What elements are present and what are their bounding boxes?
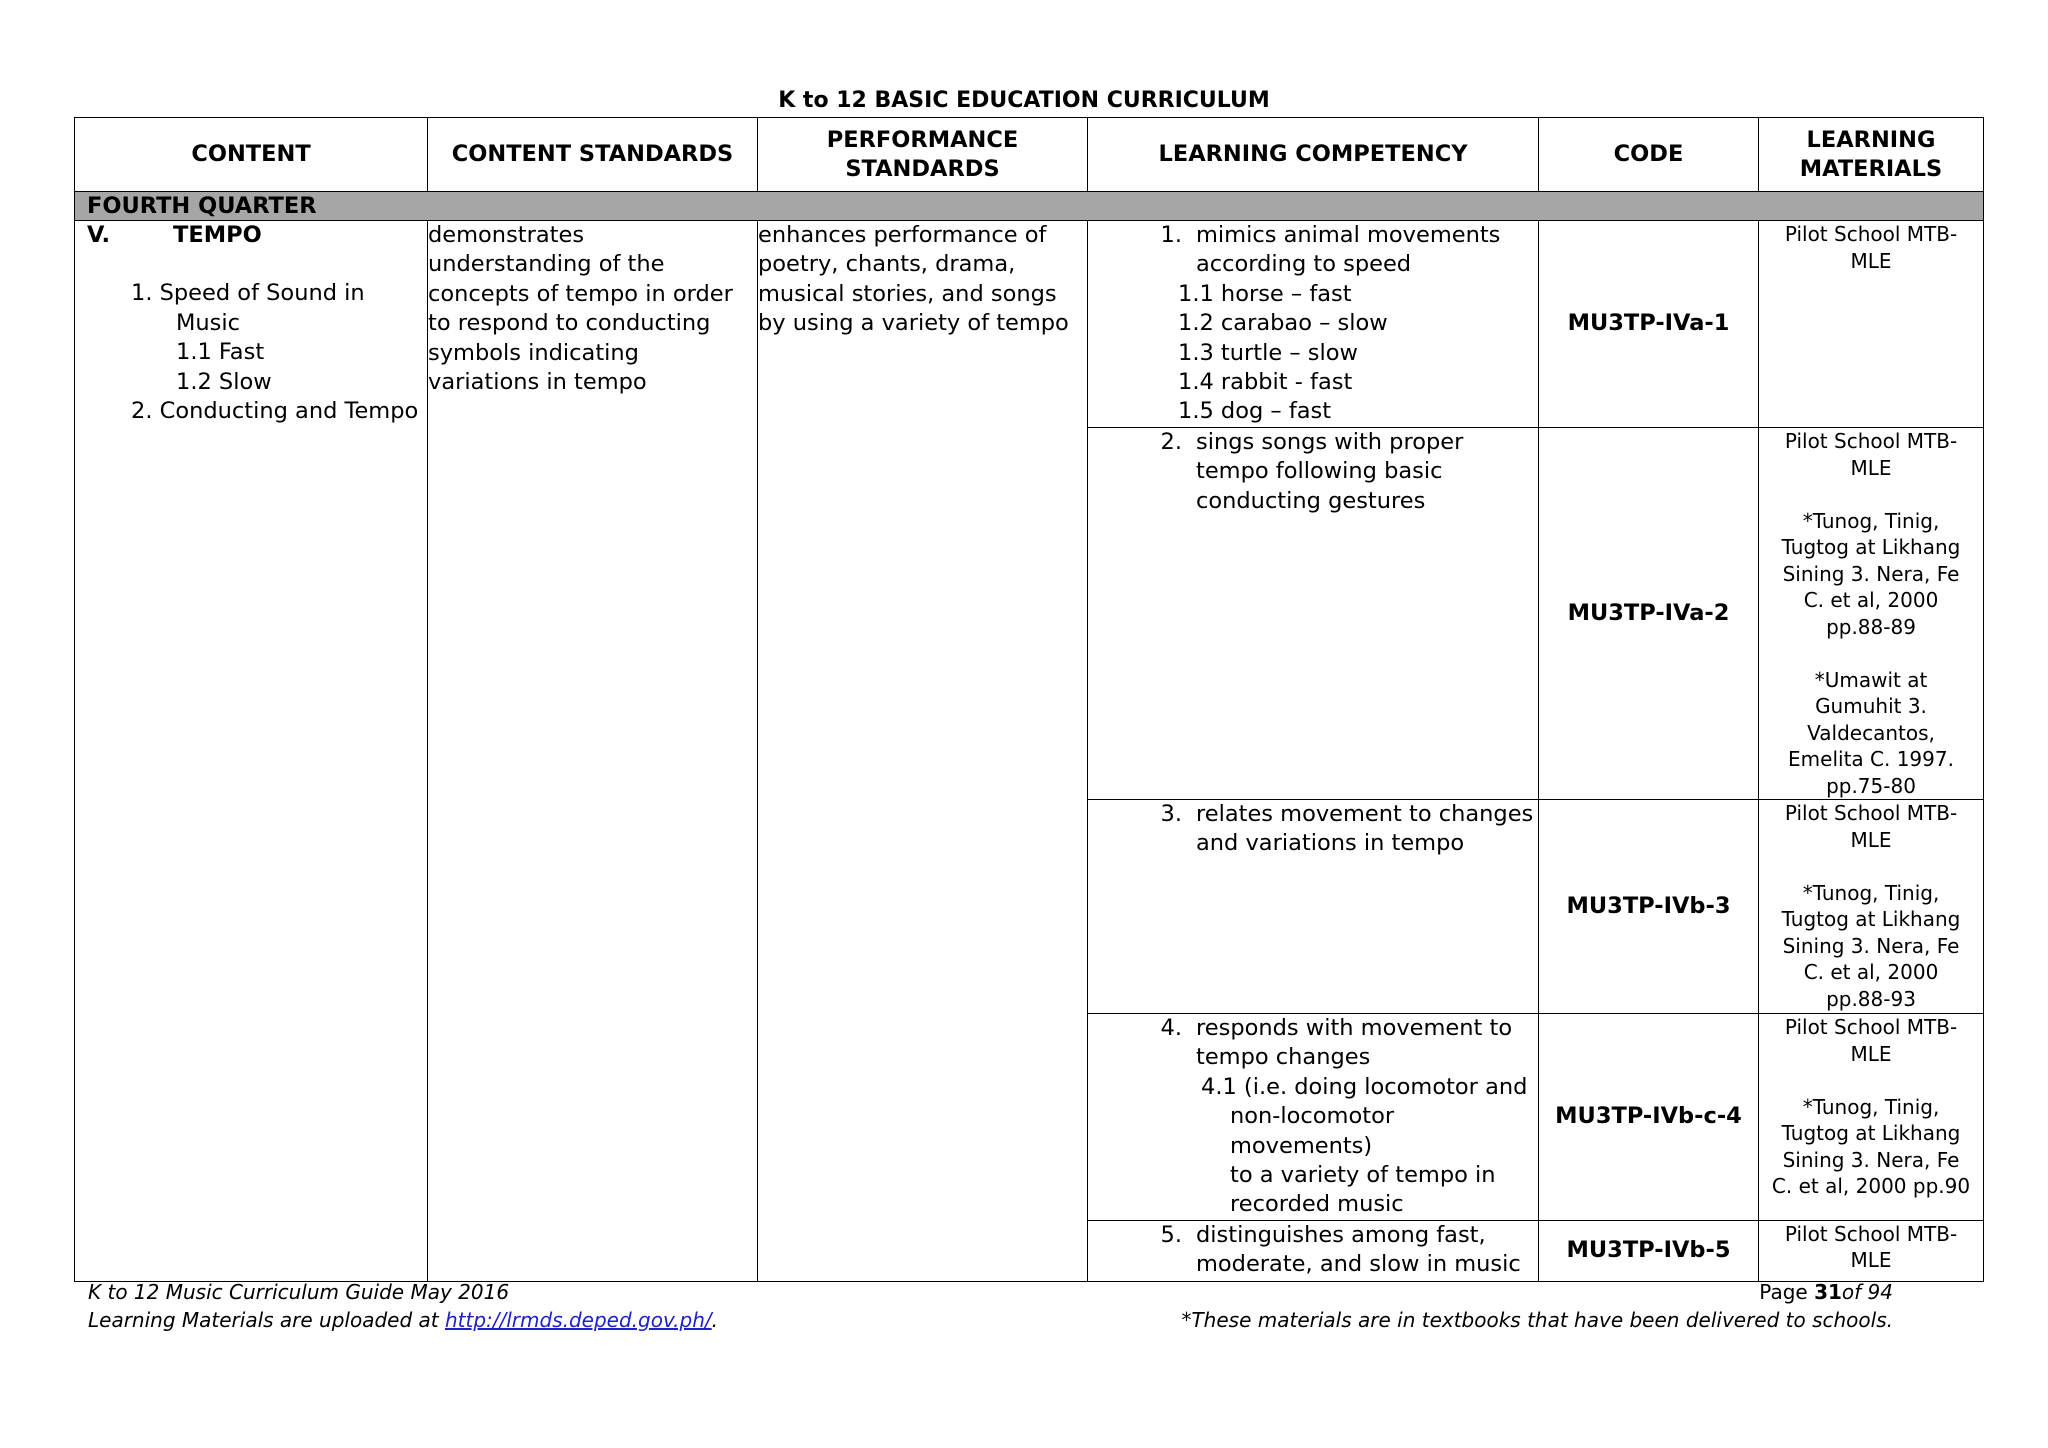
competency-text: tempo changes <box>1196 1044 1371 1071</box>
header-performance-line2: STANDARDS <box>845 155 1000 182</box>
material-line: *Tunog, Tinig, <box>1802 1094 1940 1119</box>
header-code: CODE <box>1539 118 1759 192</box>
content-standards-line: understanding of the <box>428 251 665 278</box>
footer-upload-suffix: . <box>711 1308 719 1332</box>
header-content-standards: CONTENT STANDARDS <box>428 118 758 192</box>
competency-number: 1. <box>1160 222 1182 248</box>
quarter-label: FOURTH QUARTER <box>75 192 1984 221</box>
header-learning-competency: LEARNING COMPETENCY <box>1088 118 1539 192</box>
footer-guide: K to 12 Music Curriculum Guide May 2016 <box>88 1280 510 1304</box>
header-content: CONTENT <box>75 118 428 192</box>
competency-subitem: 1.5 dog – fast <box>1178 398 1332 425</box>
quarter-row <box>75 192 1984 221</box>
material-line: Pilot School MTB- <box>1784 1221 1958 1246</box>
learning-materials-cell <box>1759 800 1984 1014</box>
competency-number: 2. <box>1160 429 1182 455</box>
content-item: Music <box>176 309 241 336</box>
page-number <box>1759 1280 1893 1304</box>
material-line: pp.88-89 <box>1826 614 1916 639</box>
material-line: Tugtog at Likhang <box>1781 1121 1961 1145</box>
competency-number: 3. <box>1160 801 1182 827</box>
header-materials-line2: MATERIALS <box>1799 155 1943 182</box>
page-label: Page <box>1759 1280 1815 1304</box>
competency-number: 5. <box>1160 1221 1182 1248</box>
competency-cell <box>1088 1220 1539 1281</box>
content-standards-line: concepts of tempo in order <box>428 280 733 307</box>
material-line: Emelita C. 1997. <box>1788 747 1954 771</box>
competency-text: mimics animal movements <box>1196 222 1501 248</box>
competency-subitem: 1.4 rabbit - fast <box>1178 369 1353 396</box>
material-line: Tugtog at Likhang <box>1781 535 1961 559</box>
competency-text: tempo following basic <box>1196 458 1443 485</box>
competency-subitem: 1.3 turtle – slow <box>1178 339 1358 366</box>
material-line: Pilot School MTB- <box>1784 801 1958 825</box>
material-line: *Tunog, Tinig, <box>1802 508 1940 533</box>
competency-subitem: 1.1 horse – fast <box>1178 280 1352 307</box>
material-line: Valdecantos, <box>1807 720 1935 745</box>
learning-materials-cell <box>1759 1014 1984 1221</box>
competency-text: distinguishes among fast, <box>1196 1221 1486 1248</box>
table-row <box>75 221 1984 428</box>
competency-text: and variations in tempo <box>1196 830 1465 857</box>
learning-materials-cell <box>1759 428 1984 800</box>
content-item: 1.2 Slow <box>176 368 272 395</box>
material-line: MLE <box>1850 1041 1892 1066</box>
content-standards-line: demonstrates <box>428 222 585 248</box>
competency-code: MU3TP-IVb-c-4 <box>1539 1014 1759 1221</box>
material-line: C. et al, 2000 <box>1803 960 1939 984</box>
competency-cell <box>1088 800 1539 1014</box>
material-line: *Tunog, Tinig, <box>1802 880 1940 905</box>
competency-subitem: 4.1 (i.e. doing locomotor and <box>1201 1073 1528 1100</box>
material-line: C. et al, 2000 pp.90 <box>1771 1174 1971 1198</box>
competency-text: relates movement to changes <box>1196 801 1534 827</box>
material-line: MLE <box>1850 248 1892 273</box>
material-line: MLE <box>1850 1248 1892 1273</box>
competency-cell <box>1088 428 1539 800</box>
competency-subitem: to a variety of tempo in <box>1230 1162 1496 1189</box>
header-learning-materials <box>1759 118 1984 192</box>
footer-textbook-note: *These materials are in textbooks that have been delivered to schools. <box>1181 1308 1893 1332</box>
table-header-row <box>75 118 1984 192</box>
document-title: K to 12 BASIC EDUCATION CURRICULUM <box>778 88 1270 113</box>
content-standards-cell <box>428 221 758 1282</box>
content-standards-line: to respond to conducting <box>428 310 711 337</box>
competency-code: MU3TP-IVa-2 <box>1539 428 1759 800</box>
performance-standards-line: by using a variety of tempo <box>758 310 1069 337</box>
material-line: Pilot School MTB- <box>1784 429 1958 453</box>
material-line: Sining 3. Nera, Fe <box>1782 1147 1960 1172</box>
material-line: MLE <box>1850 455 1892 480</box>
footer-upload-link[interactable]: http://lrmds.deped.gov.ph/ <box>444 1308 712 1332</box>
learning-materials-cell <box>1759 221 1984 428</box>
material-line: *Umawit at <box>1814 667 1928 692</box>
competency-cell <box>1088 1014 1539 1221</box>
content-cell <box>75 221 428 1282</box>
competency-code: MU3TP-IVb-5 <box>1539 1220 1759 1281</box>
material-line: Tugtog at Likhang <box>1781 907 1961 931</box>
competency-number: 4. <box>1160 1015 1182 1041</box>
material-line: pp.88-93 <box>1826 986 1916 1011</box>
learning-materials-cell <box>1759 1220 1984 1281</box>
competency-cell <box>1088 221 1539 428</box>
competency-subitem: 1.2 carabao – slow <box>1178 310 1388 337</box>
competency-code: MU3TP-IVb-3 <box>1539 800 1759 1014</box>
competency-text: according to speed <box>1196 251 1412 278</box>
header-performance-standards <box>758 118 1088 192</box>
competency-text: responds with movement to <box>1196 1015 1513 1041</box>
content-item: 1.1 Fast <box>176 339 265 366</box>
content-standards-line: variations in tempo <box>428 369 647 396</box>
material-line: Gumuhit 3. <box>1815 694 1927 718</box>
content-standards-line: symbols indicating <box>428 339 639 366</box>
material-line: MLE <box>1850 827 1892 852</box>
content-topic: TEMPO <box>173 222 262 248</box>
curriculum-table <box>74 117 1984 1282</box>
competency-subitem: recorded music <box>1230 1191 1404 1218</box>
header-materials-line1: LEARNING <box>1806 126 1936 153</box>
performance-standards-line: musical stories, and songs <box>758 280 1057 307</box>
competency-text: conducting gestures <box>1196 487 1426 514</box>
content-heading <box>75 221 427 250</box>
content-item: 1. Speed of Sound in <box>131 280 365 307</box>
material-line: Pilot School MTB- <box>1784 222 1958 246</box>
competency-code: MU3TP-IVa-1 <box>1539 221 1759 428</box>
material-line: pp.75-80 <box>1826 773 1916 798</box>
page-current: 31 <box>1814 1280 1842 1304</box>
content-list <box>75 279 427 426</box>
competency-text: sings songs with proper <box>1196 429 1464 455</box>
material-line: C. et al, 2000 <box>1803 588 1939 612</box>
material-line: Sining 3. Nera, Fe <box>1782 561 1960 586</box>
footer-upload-note <box>88 1308 718 1332</box>
material-line: Sining 3. Nera, Fe <box>1782 933 1960 958</box>
performance-standards-line: enhances performance of <box>758 222 1047 248</box>
material-line: Pilot School MTB- <box>1784 1015 1958 1039</box>
competency-subitem: non-locomotor movements) <box>1230 1103 1395 1159</box>
content-numeral: V. <box>87 222 111 248</box>
page-total: of 94 <box>1841 1280 1893 1304</box>
footer-upload-prefix: Learning Materials are uploaded at <box>88 1308 445 1332</box>
competency-text: moderate, and slow in music <box>1196 1251 1521 1278</box>
performance-standards-cell <box>758 221 1088 1282</box>
header-performance-line1: PERFORMANCE <box>826 126 1019 153</box>
performance-standards-line: poetry, chants, drama, <box>758 251 1016 278</box>
content-item: 2. Conducting and Tempo <box>131 398 419 425</box>
